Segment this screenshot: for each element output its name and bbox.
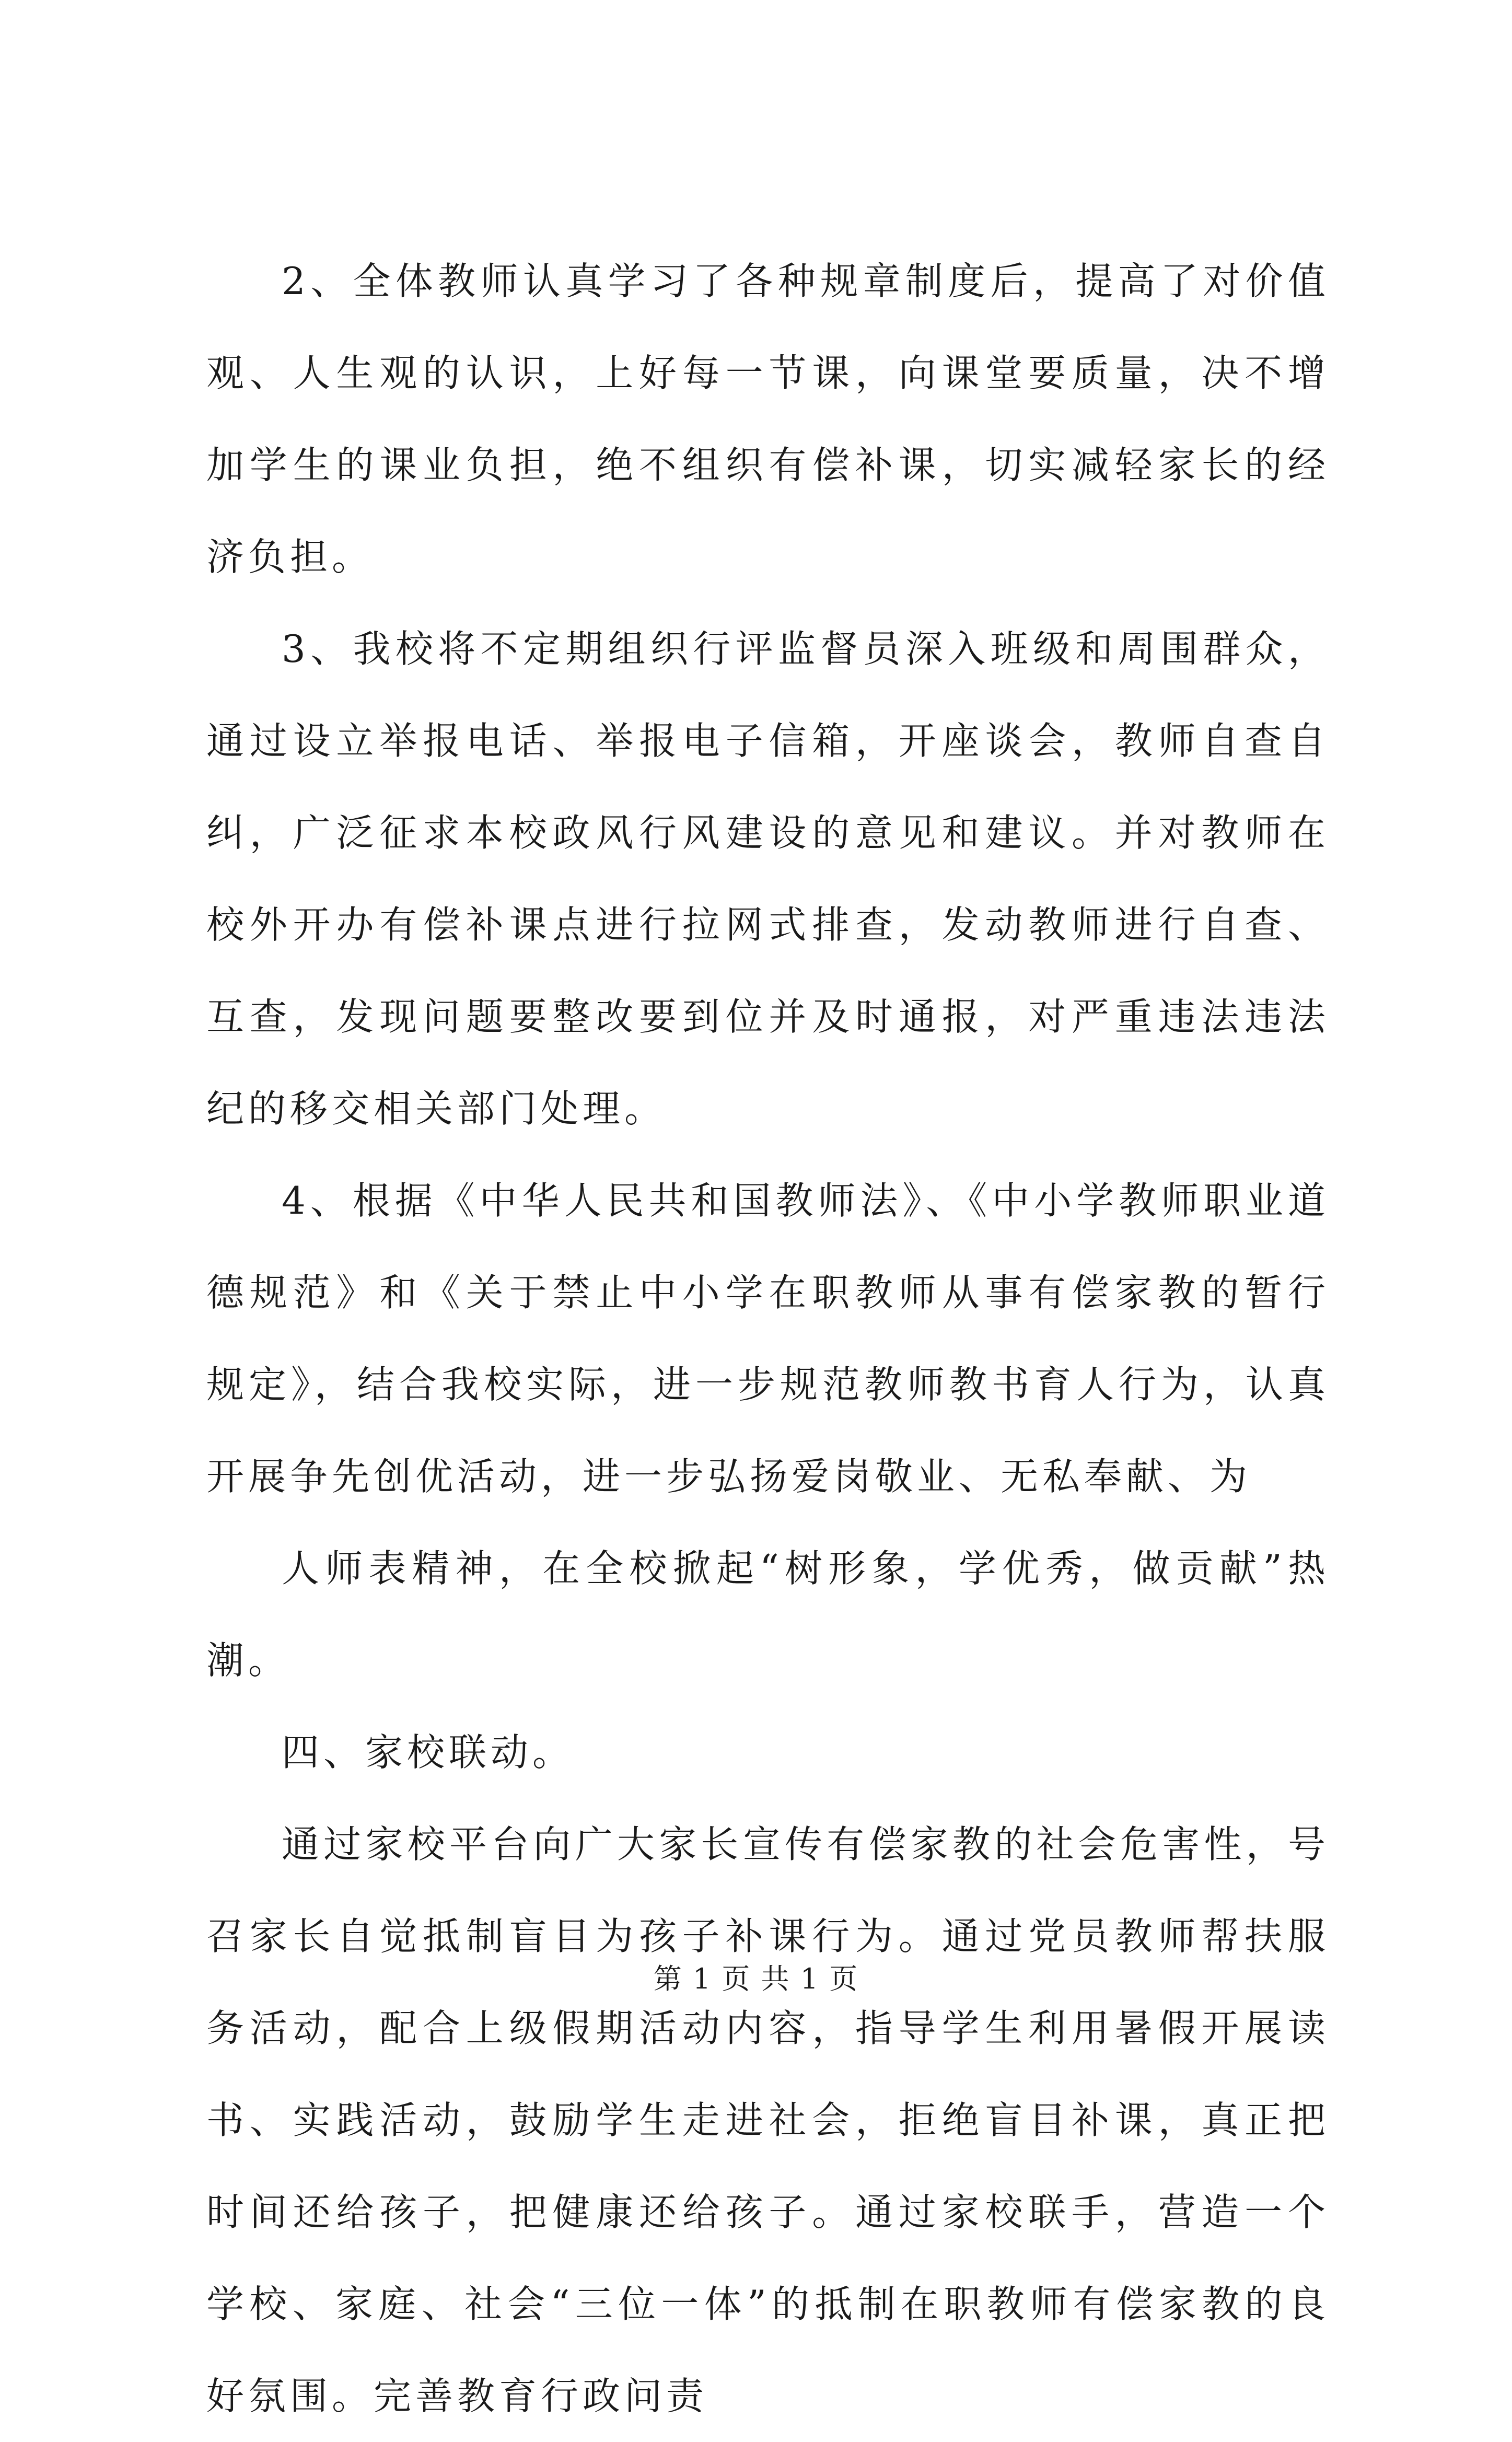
paragraph-4-continued: 人师表精神，在全校掀起“树形象，学优秀，做贡献”热潮。 (206, 1546, 1330, 1682)
page-number-footer: 第 1 页 共 1 页 (653, 1962, 859, 1995)
section-heading-home-school: 四、家校联动。 (282, 1730, 575, 1774)
paragraph-4: 4、根据《中华人民共和国教师法》、《中小学教师职业道德规范》和《关于禁止中小学在职教师从事有偿家教的暂行规定》，结合我校实际，进一步规范教师教书育人行为，认真开展争先创优活动，进一步弘扬爱岗敬业、无私奉献、为 (206, 1179, 1330, 1498)
paragraph-home-school: 通过家校平台向广大家长宣传有偿家教的社会危害性，号召家长自觉抵制盲目为孩子补课行为。通过党员教师帮扶服务活动，配合上级假期活动内容，指导学生利用暑假开展读书、实践活动，鼓励学生走进社会，拒绝盲目补课，真正把时间还给孩子，把健康还给孩子。通过家校联手，营造一个学校、家庭、社会“三位一体”的抵制在职教师有偿家教的良好氛围。完善教育行政问责 (206, 1822, 1330, 2418)
paragraph-2: 2、全体教师认真学习了各种规章制度后，提高了对价值观、人生观的认识，上好每一节课，向课堂要质量，决不增加学生的课业负担，绝不组织有偿补课，切实减轻家长的经济负担。 (206, 259, 1330, 579)
document-body (206, 235, 1330, 2442)
paragraph-3: 3、我校将不定期组织行评监督员深入班级和周围群众，通过设立举报电话、举报电子信箱，开座谈会，教师自查自纠，广泛征求本校政风行风建设的意见和建议。并对教师在校外开办有偿补课点进行拉网式排查，发动教师进行自查、互查，发现问题要整改要到位并及时通报，对严重违法违法纪的移交相关部门处理。 (206, 627, 1330, 1131)
